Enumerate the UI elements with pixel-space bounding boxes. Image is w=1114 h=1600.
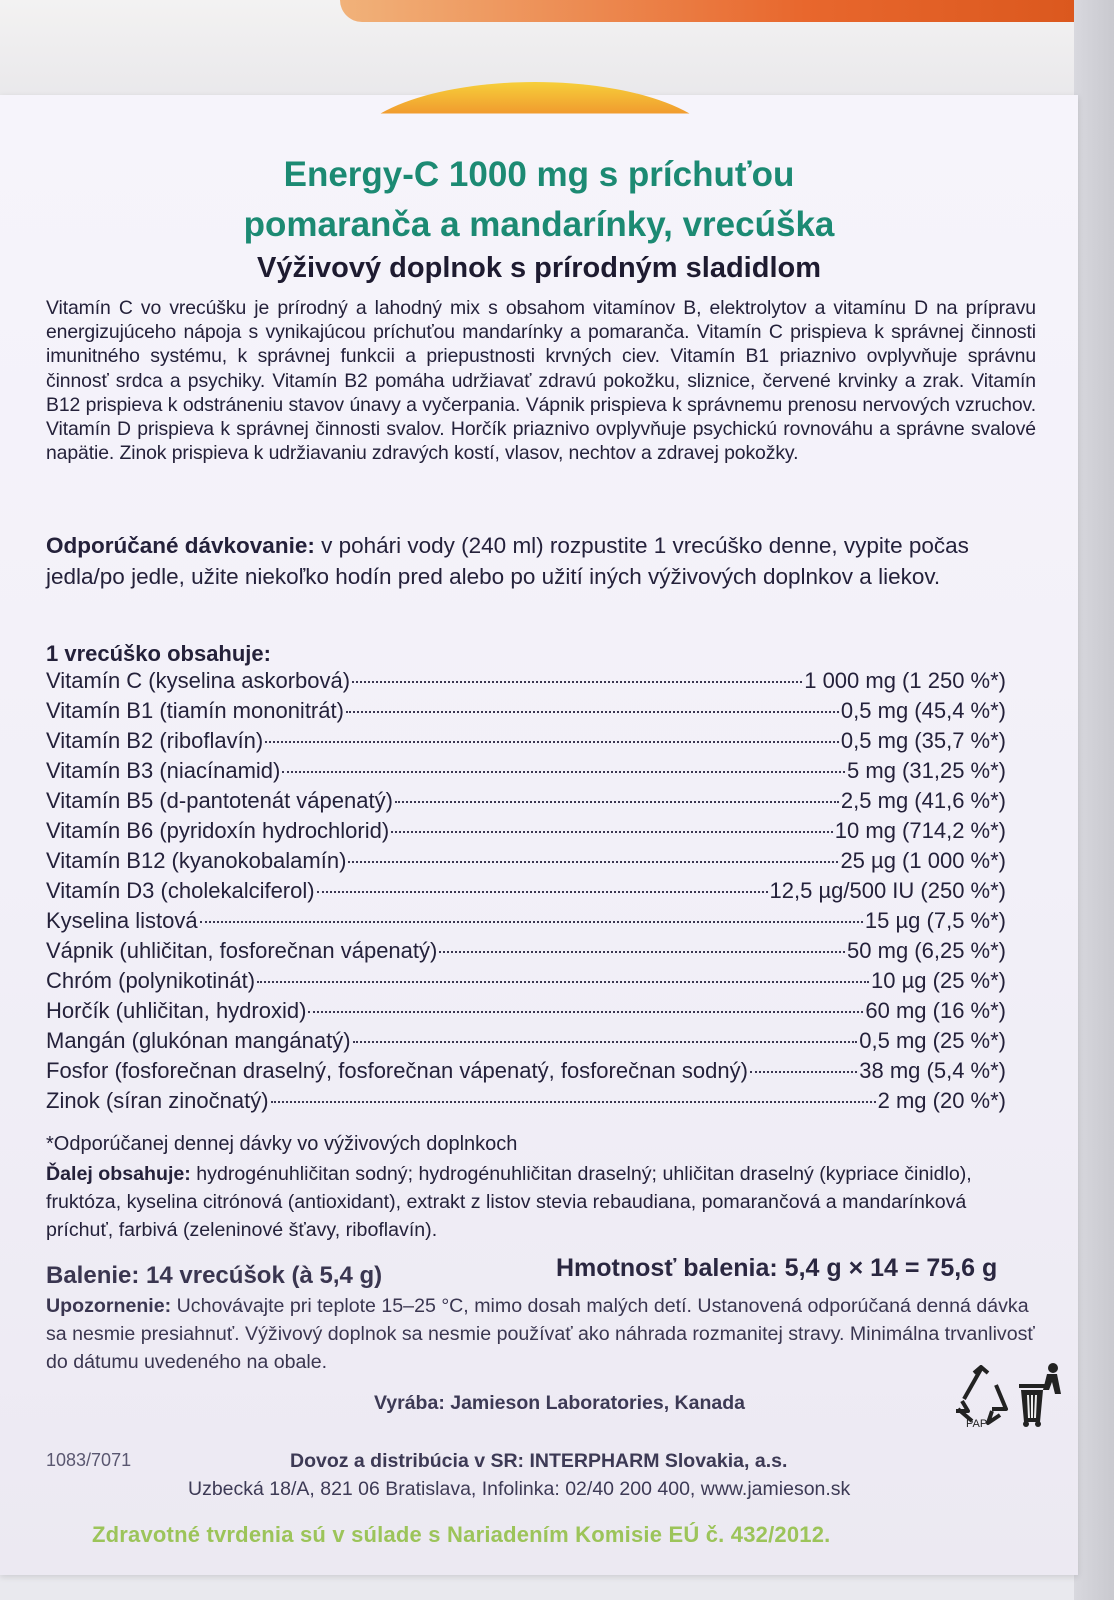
other-ingredients xyxy=(46,1160,1036,1244)
nutrient-row xyxy=(46,818,1006,848)
footnote: *Odporúčanej dennej dávky vo výživových doplnkoch xyxy=(46,1133,518,1155)
box-orange-stripe xyxy=(340,0,1114,22)
nutrient-name: Kyselina listová xyxy=(46,908,198,933)
contents-heading: 1 vrecúško obsahuje: xyxy=(46,641,271,666)
dot-leader xyxy=(750,1071,857,1073)
dot-leader xyxy=(346,711,839,713)
nutrient-value: 10 µg (25 %*) xyxy=(871,968,1006,993)
dosage-paragraph xyxy=(46,530,1026,592)
manufacturer: Vyrába: Jamieson Laboratories, Kanada xyxy=(374,1392,745,1414)
nutrient-value: 2 mg (20 %*) xyxy=(877,1088,1006,1113)
nutrient-row xyxy=(46,908,1006,938)
product-title-line1: Energy-C 1000 mg s príchuťou xyxy=(283,155,795,194)
product-title-line2: pomaranča a mandarínky, vrecúška xyxy=(243,205,835,244)
dot-leader xyxy=(348,861,838,863)
nutrient-name: Vitamín B12 (kyanokobalamín) xyxy=(46,848,347,873)
nutrient-value: 2,5 mg (41,6 %*) xyxy=(840,788,1006,813)
warning-text: Uchovávajte pri teplote 15–25 °C, mimo dosah malých detí. Ustanovená odporúčaná denná dávka sa nesmie presiahnuť. Výživový doplnok sa nesmie používať ako náhrada rozmanitej stravy. Minimálna trvanlivosť do dátumu uvedeného na obale. xyxy=(46,1295,1035,1373)
nutrient-value: 10 mg (714,2 %*) xyxy=(834,818,1006,843)
dosage-text: v pohári vody (240 ml) rozpustite 1 vrecúško denne, vypite počas jedla/po jedle, užite niekoľko hodín pred alebo po užití iných výživových doplnkov a liekov. xyxy=(46,533,969,589)
warning-label: Upozornenie: xyxy=(46,1295,172,1317)
dot-leader xyxy=(395,801,839,803)
package-info: Balenie: 14 vrecúšok (à 5,4 g) xyxy=(46,1262,383,1289)
warning-paragraph xyxy=(46,1292,1036,1376)
nutrient-name: Horčík (uhličitan, hydroxid) xyxy=(46,998,307,1023)
box-side-edge xyxy=(1074,0,1114,1600)
nutrient-name: Zinok (síran zinočnatý) xyxy=(46,1088,269,1113)
dot-leader xyxy=(317,891,768,893)
product-subtitle: Výživový doplnok s prírodným sladidlom xyxy=(257,252,821,284)
nutrient-value: 50 mg (6,25 %*) xyxy=(847,938,1006,963)
nutrient-name: Vitamín B2 (riboflavín) xyxy=(46,728,264,753)
dot-leader xyxy=(308,1011,863,1013)
dot-leader xyxy=(282,771,845,773)
nutrient-row xyxy=(46,698,1006,728)
nutrient-value: 38 mg (5,4 %*) xyxy=(859,1058,1006,1083)
other-ingredients-label: Ďalej obsahuje: xyxy=(46,1163,191,1185)
other-ingredients-text: hydrogénuhličitan sodný; hydrogénuhličitan draselný; uhličitan draselný (kypriace činidlo), fruktóza, kyselina citrónová (antioxidant), extrakt z listov stevia rebaudiana, pomarančová a mandarínková príchuť, farbivá (zeleninové šťavy, riboflavín). xyxy=(46,1163,972,1241)
pap-label: PAP xyxy=(966,1418,988,1430)
import-distribution: Dovoz a distribúcia v SR: INTERPHARM Slovakia, a.s. xyxy=(290,1450,788,1472)
nutrient-value: 0,5 mg (45,4 %*) xyxy=(840,698,1006,723)
nutrient-name: Vitamín B3 (niacínamid) xyxy=(46,758,281,783)
net-weight: Hmotnosť balenia: 5,4 g × 14 = 75,6 g xyxy=(556,1254,998,1282)
nutrient-row xyxy=(46,878,1006,908)
nutrient-row xyxy=(46,728,1006,758)
dosage-label: Odporúčané dávkovanie: xyxy=(46,533,315,558)
nutrient-name: Mangán (glukónan mangánatý) xyxy=(46,1028,351,1053)
dot-leader xyxy=(265,741,839,743)
nutrient-value: 5 mg (31,25 %*) xyxy=(847,758,1006,783)
dot-leader xyxy=(200,921,863,923)
nutrient-row xyxy=(46,848,1006,878)
nutrient-value: 0,5 mg (35,7 %*) xyxy=(840,728,1006,753)
health-claims: Zdravotné tvrdenia sú v súlade s Nariadením Komisie EÚ č. 432/2012. xyxy=(92,1522,831,1547)
dot-leader xyxy=(271,1101,876,1103)
nutrient-value: 1 000 mg (1 250 %*) xyxy=(804,668,1006,693)
nutrient-row xyxy=(46,938,1006,968)
nutrient-name: Chróm (polynikotinát) xyxy=(46,968,256,993)
nutrient-value: 12,5 µg/500 IU (250 %*) xyxy=(769,878,1006,903)
nutrient-value: 25 µg (1 000 %*) xyxy=(840,848,1006,873)
address-line: Uzbecká 18/A, 821 06 Bratislava, Infolinka: 02/40 200 400, www.jamieson.sk xyxy=(188,1478,851,1500)
nutrient-row xyxy=(46,968,1006,998)
dot-leader xyxy=(353,1041,858,1043)
nutrient-name: Vitamín B6 (pyridoxín hydrochlorid) xyxy=(46,818,390,843)
nutrient-row xyxy=(46,1028,1006,1058)
trash-bin-icon xyxy=(1015,1360,1065,1428)
nutrient-name: Vápnik (uhličitan, fosforečnan vápenatý) xyxy=(46,938,438,963)
nutrient-value: 15 µg (7,5 %*) xyxy=(864,908,1006,933)
nutrient-value: 0,5 mg (25 %*) xyxy=(859,1028,1006,1053)
nutrient-value: 60 mg (16 %*) xyxy=(865,998,1006,1023)
dot-leader xyxy=(352,681,802,683)
nutrient-name: Fosfor (fosforečnan draselný, fosforečnan vápenatý, fosforečnan sodný) xyxy=(46,1058,748,1083)
nutrient-row xyxy=(46,758,1006,788)
nutrient-name: Vitamín B1 (tiamín mononitrát) xyxy=(46,698,344,723)
nutrient-name: Vitamín C (kyselina askorbová) xyxy=(46,668,351,693)
dot-leader xyxy=(257,981,869,983)
nutrient-row xyxy=(46,668,1006,698)
nutrient-row xyxy=(46,788,1006,818)
nutrient-row xyxy=(46,998,1006,1028)
nutrient-name: Vitamín D3 (cholekalciferol) xyxy=(46,878,315,903)
intro-paragraph: Vitamín C vo vrecúšku je prírodný a lahodný mix s obsahom vitamínov B, elektrolytov a vitamínu D na prípravu energizujúceho nápoja s vynikajúcou príchuťou mandarínky a pomaranča. Vitamín C prispieva k správnej činnosti imunitného systému, k správnej funkcii a priepustnosti krvných ciev. Vitamín B1 priaznivo ovplyvňuje správnu činnosť srdca a psychiky. Vitamín B2 pomáha udržiavať zdravú pokožku, sliznice, červené krvinky a zrak. Vitamín B12 prispieva k odstráneniu stavov únavy a vyčerpania. Vápnik prispieva k správnemu prenosu nervových vzruchov. Vitamín D prispieva k správnej činnosti svalov. Horčík priaznivo ovplyvňuje psychickú rovnováhu a správne svalové napätie. Zinok prispieva k udržiavaniu zdravých kostí, vlasov, nechtov a zdravej pokožky. xyxy=(46,297,1036,465)
nutrient-row xyxy=(46,1088,1006,1118)
dot-leader xyxy=(439,951,845,953)
nutrient-table xyxy=(46,668,1006,1118)
dot-leader xyxy=(391,831,833,833)
nutrient-name: Vitamín B5 (d-pantotenát vápenatý) xyxy=(46,788,393,813)
nutrient-row xyxy=(46,1058,1006,1088)
product-code: 1083/7071 xyxy=(46,1450,132,1470)
